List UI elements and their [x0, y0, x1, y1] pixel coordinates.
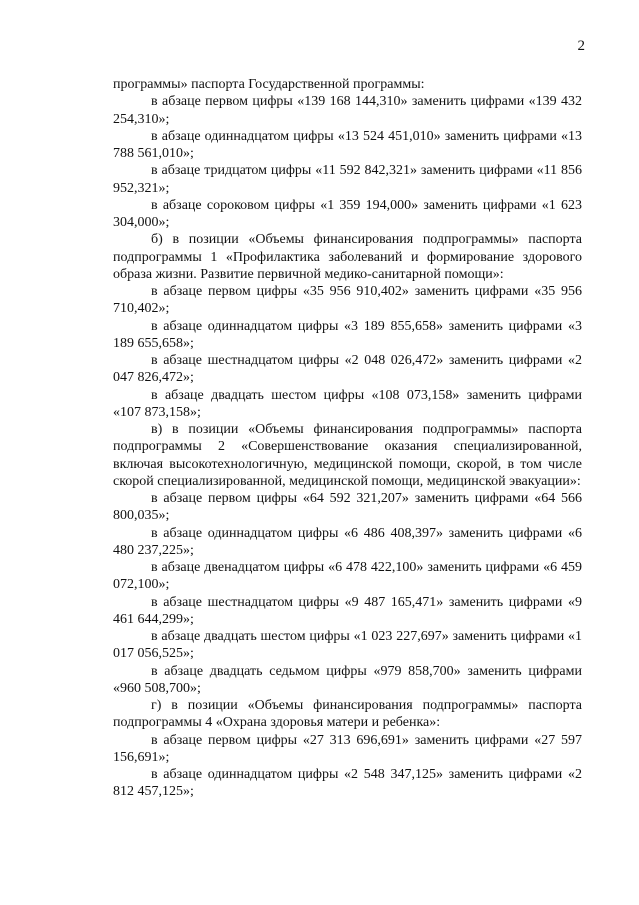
page-number: 2	[577, 38, 585, 54]
paragraph: программы» паспорта Государственной программы:	[113, 77, 425, 92]
paragraph: в абзаце сороковом цифры «1 359 194,000» заменить цифрами «1 623 304,000»;	[113, 197, 582, 230]
paragraph: б) в позиции «Объемы финансирования подпрограммы» паспорта подпрограммы 1 «Профилактика заболеваний и формирование здорового образа жизни. Развитие первичной медико-санитарной помощи»:	[113, 232, 582, 282]
paragraph: в абзаце первом цифры «35 956 910,402» заменить цифрами «35 956 710,402»;	[113, 284, 582, 317]
paragraph: в абзаце одиннадцатом цифры «6 486 408,397» заменить цифрами «6 480 237,225»;	[113, 525, 582, 558]
paragraph: в абзаце первом цифры «139 168 144,310» заменить цифрами «139 432 254,310»;	[113, 94, 582, 127]
paragraph: в) в позиции «Объемы финансирования подпрограммы» паспорта подпрограммы 2 «Совершенствование оказания специализированной, включая высокотехнологичную, медицинской помощи, скорой, в том числе скорой специализированной, медицинской помощи, медицинской эвакуации»:	[113, 422, 582, 489]
paragraph: в абзаце одиннадцатом цифры «3 189 855,658» заменить цифрами «3 189 655,658»;	[113, 318, 582, 351]
paragraph: в абзаце шестнадцатом цифры «2 048 026,472» заменить цифрами «2 047 826,472»;	[113, 353, 582, 386]
paragraph: в абзаце тридцатом цифры «11 592 842,321» заменить цифрами «11 856 952,321»;	[113, 163, 582, 196]
paragraph: в абзаце двенадцатом цифры «6 478 422,100» заменить цифрами «6 459 072,100»;	[113, 560, 582, 593]
paragraph: в абзаце одиннадцатом цифры «2 548 347,125» заменить цифрами «2 812 457,125»;	[113, 767, 582, 800]
paragraph: в абзаце двадцать седьмом цифры «979 858,700» заменить цифрами «960 508,700»;	[113, 663, 582, 696]
paragraph: в абзаце первом цифры «64 592 321,207» заменить цифрами «64 566 800,035»;	[113, 491, 582, 524]
paragraph: в абзаце двадцать шестом цифры «108 073,158» заменить цифрами «107 873,158»;	[113, 387, 582, 420]
document-body	[113, 76, 582, 801]
paragraph: в абзаце первом цифры «27 313 696,691» заменить цифрами «27 597 156,691»;	[113, 732, 582, 765]
paragraph: г) в позиции «Объемы финансирования подпрограммы» паспорта подпрограммы 4 «Охрана здоровья матери и ребенка»:	[113, 698, 582, 731]
paragraph: в абзаце двадцать шестом цифры «1 023 227,697» заменить цифрами «1 017 056,525»;	[113, 629, 582, 662]
paragraph: в абзаце шестнадцатом цифры «9 487 165,471» заменить цифрами «9 461 644,299»;	[113, 594, 582, 627]
paragraph: в абзаце одиннадцатом цифры «13 524 451,010» заменить цифрами «13 788 561,010»;	[113, 128, 582, 161]
